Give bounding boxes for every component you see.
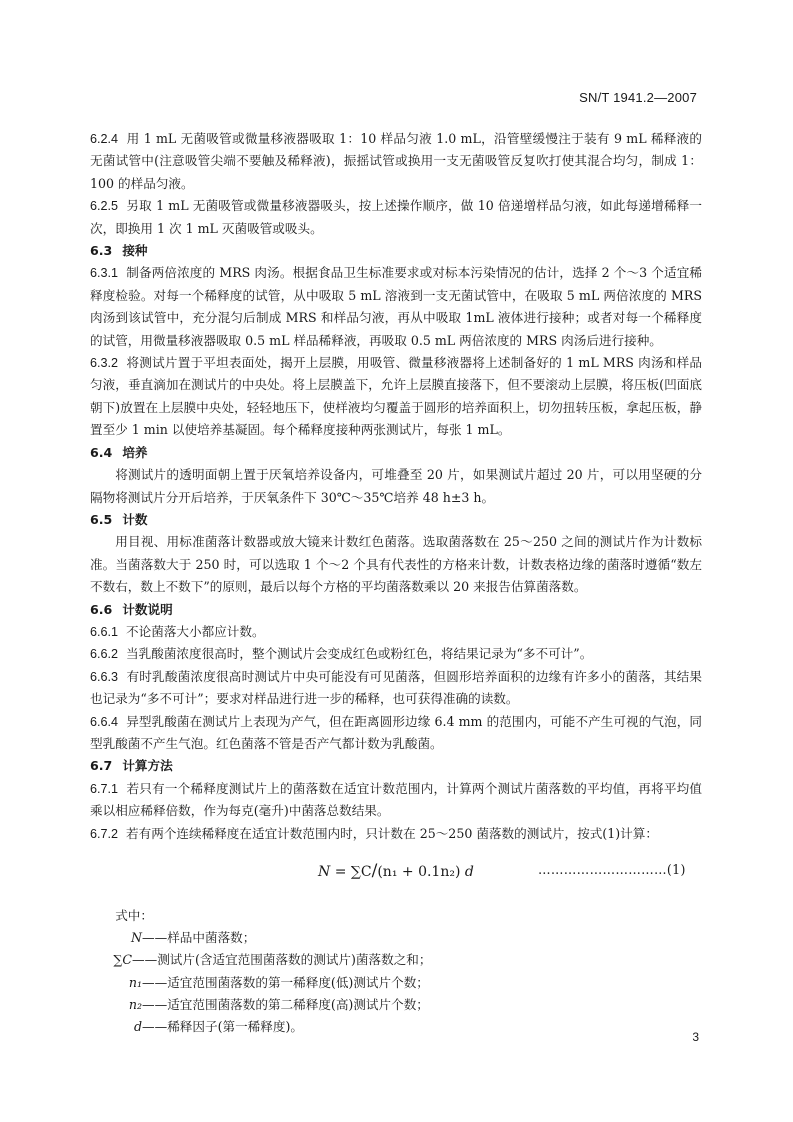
formula-legend [90,905,702,1038]
clause-text: 异型乳酸菌在测试片上表现为产气，但在距离圆形边缘 6.4 mm 的范围内，可能不产生可视的气泡，同型乳酸菌不产生气泡。红色菌落不管是否产气都计数为乳酸菌。 [90,713,702,751]
legend-symbol: n₂ [128,996,142,1012]
page-number: 3 [692,1030,699,1044]
heading-number: 6.3 [90,243,113,259]
paragraph-6-5: 用目视、用标准菌落计数器或放大镜来计数红色菌落。选取菌落数在 25～250 之间的测试片作为计数标准。当菌落数大于 250 时，可以选取 1 个～2 个具有代表性的方格来计数，计数表格边缘的菌落时遵循“数左不数右，数上不数下”的原则，最后以每个方格的平均菌落数乘以 20 来报告估算菌落数。 [90,534,702,595]
clause-number: 6.6.3 [90,669,119,684]
heading-title: 计数 [122,511,148,527]
clause-text: 另取 1 mL 无菌吸管或微量移液器吸头，按上述操作顺序，做 10 倍递增样品匀液，如此每递增稀释一次，即换用 1 次 1 mL 灭菌吸管或吸头。 [90,198,703,236]
paragraph-6-7-1 [90,778,702,823]
heading-title: 计数说明 [122,601,173,617]
formula-equals: = [334,864,347,880]
legend-description: ——样品中菌落数； [142,930,256,946]
heading-title: 接种 [122,243,148,259]
formula-denominator: (n₁ + 0.1n₂) [377,864,461,880]
paragraph-6-2-4 [90,128,702,195]
clause-number: 6.3.1 [90,266,119,281]
clause-text: 若只有一个稀释度测试片上的菌落数在适宜计数范围内，计算两个测试片菌落数的平均值，再将平均值乘以相应稀释倍数，作为每克(毫升)中菌落总数结果。 [90,780,703,819]
legend-symbol: n₁ [128,974,142,990]
heading-6-4 [90,442,702,464]
legend-description: ——测试片(含适宜范围菌落数的测试片)菌落数之和； [132,952,432,968]
legend-description: ——适宜范围菌落数的第二稀释度(高)测试片个数； [142,996,429,1012]
legend-symbol: ∑C [113,952,132,968]
formula-lhs: N [318,864,331,880]
formula-sum: ∑C [350,864,372,880]
standard-code: SN/T 1941.2—2007 [579,90,697,105]
clause-number: 6.6.1 [90,624,119,639]
clause-number: 6.3.2 [90,356,119,371]
heading-6-3 [90,240,702,262]
formula-equation-number: …………………………(1) [538,862,686,877]
formula-dilution-factor: d [464,864,474,880]
formula-1 [90,849,702,895]
legend-item [90,972,702,994]
legend-symbol: d [133,1019,142,1035]
legend-item [90,927,702,949]
heading-number: 6.5 [90,511,113,527]
paragraph-6-7-2 [90,823,702,845]
legend-symbol: N [130,930,142,946]
paragraph-6-2-5 [90,195,702,240]
clause-text: 有时乳酸菌浓度很高时测试片中央可能没有可见菌落，但圆形培养面积的边缘有许多小的菌落，其结果也记录为“多不可计”；要求对样品进行进一步的稀释，也可获得准确的读数。 [90,668,703,707]
legend-label: 式中： [115,908,153,923]
clause-text: 用 1 mL 无菌吸管或微量移液器吸取 1：10 样品匀液 1.0 mL，沿管壁缓慢注于装有 9 mL 稀释液的无菌试管中(注意吸管尖端不要触及稀释液)，振摇试管或换用一支无菌吸管反复吹打使其混合均匀，制成 1：100 的样品匀液。 [90,131,702,191]
legend-description: ——稀释因子(第一稀释度)。 [142,1019,303,1035]
heading-number: 6.6 [90,601,113,617]
clause-number: 6.6.2 [90,647,119,662]
paragraph-6-3-2 [90,352,702,442]
heading-6-7 [90,755,702,777]
paragraph-6-6-4 [90,711,702,756]
paragraph-6-3-1 [90,262,702,352]
legend-item [90,1016,702,1038]
paragraph-6-6-3 [90,666,702,711]
clause-number: 6.2.4 [90,132,119,146]
clause-number: 6.7.2 [90,826,119,841]
heading-title: 计算方法 [122,758,173,774]
formula-expression [318,860,474,883]
clause-text: 制备两倍浓度的 MRS 肉汤。根据食品卫生标准要求或对标本污染情况的估计，选择 2 个～3 个适宜稀释度检验。对每一个稀释度的试管，从中吸取 5 mL 溶液到一支无菌试管中，在吸取 5 mL 两倍浓度的 MRS 肉汤到该试管中，充分混匀后制成 MRS 和样品匀液，再从中吸取 1mL 液体进行接种；或者对每一个稀释度的试管，用微量移液器吸取 0.5 mL 样品稀释液，再吸取 0.5 mL 两倍浓度的 MRS 肉汤后进行接种。 [90,265,702,348]
formula-slash: / [371,861,378,881]
clause-number: 6.7.1 [90,781,119,796]
clause-text: 不论菌落大小都应计数。 [126,623,265,639]
legend-description: ——适宜范围菌落数的第一稀释度(低)测试片个数； [142,974,429,990]
legend-item [90,994,702,1016]
main-content [90,128,702,1038]
heading-6-5 [90,509,702,531]
clause-number: 6.2.5 [90,199,119,214]
heading-number: 6.7 [90,758,113,774]
paragraph-6-4: 将测试片的透明面朝上置于厌氧培养设备内，可堆叠至 20 片，如果测试片超过 20 片，可以用坚硬的分隔物将测试片分开后培养，于厌氧条件下 30℃～35℃培养 48 h±3 h。 [90,467,702,505]
clause-text: 将测试片置于平坦表面处，揭开上层膜，用吸管、微量移液器将上述制备好的 1 mL MRS 肉汤和样品匀液，垂直滴加在测试片的中央处。将上层膜盖下，允许上层膜直接落下，但不要滚动上层膜，将压板(凹面底朝下)放置在上层膜中央处，轻轻地压下，使样液均匀覆盖于圆形的培养面积上，切勿扭转压板，拿起压板，静置至少 1 min 以使培养基凝固。每个稀释度接种两张测试片，每张 1 mL。 [90,355,702,438]
clause-number: 6.6.4 [90,714,119,729]
heading-title: 培养 [122,444,148,460]
paragraph-6-6-2 [90,643,702,665]
paragraph-6-6-1 [90,621,702,643]
clause-text: 若有两个连续稀释度在适宜计数范围内时，只计数在 25～250 菌落数的测试片，按式(1)计算： [126,825,658,841]
legend-item [90,949,702,971]
heading-6-6 [90,599,702,621]
clause-text: 当乳酸菌浓度很高时，整个测试片会变成红色或粉红色，将结果记录为“多不可计”。 [126,646,593,662]
heading-number: 6.4 [90,444,113,460]
